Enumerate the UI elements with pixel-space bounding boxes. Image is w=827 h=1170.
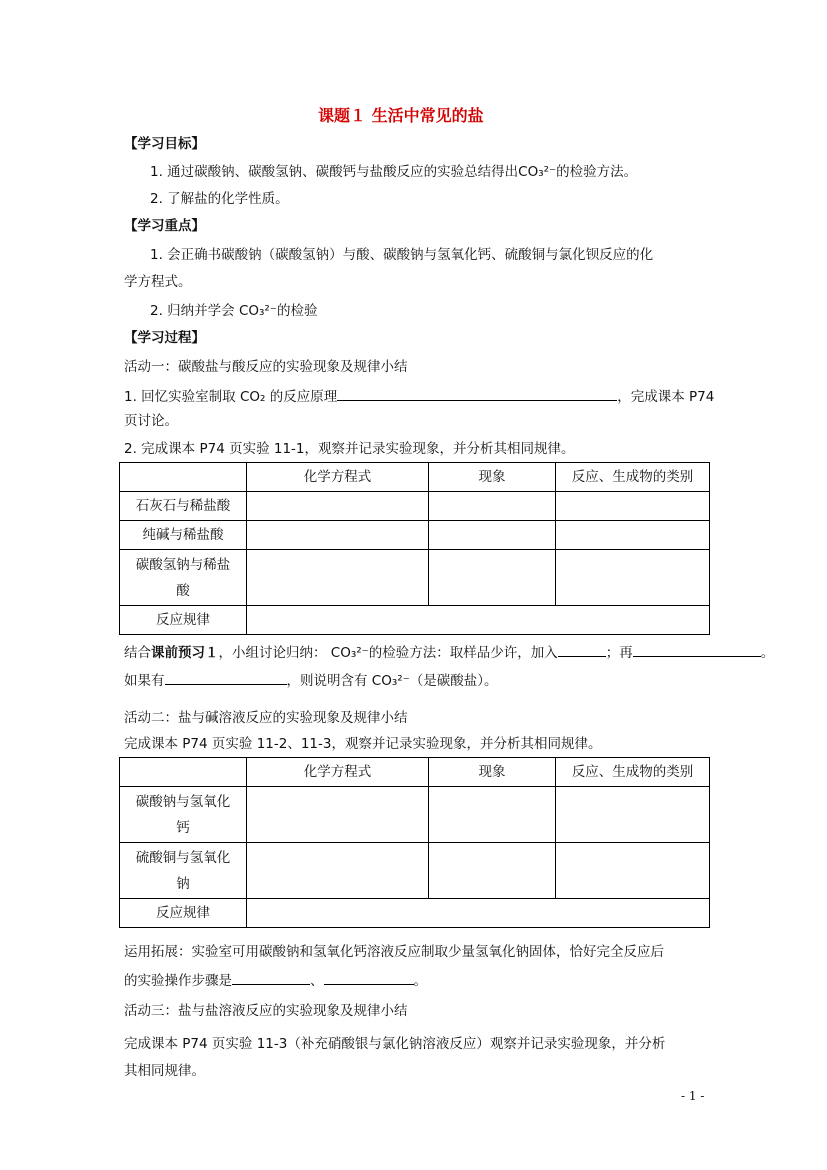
goals-heading: 【学习目标】	[124, 136, 205, 152]
activity1-heading	[124, 357, 408, 377]
table2-rule-label: 反应规律	[120, 899, 247, 928]
table2-cell[interactable]	[247, 787, 429, 843]
table1-cell[interactable]	[556, 550, 710, 606]
activity1-q1-line2: 页讨论。	[124, 413, 178, 429]
table2-row2-line1: 硫酸铜与氢氧化	[135, 849, 231, 866]
table2-rule-cell[interactable]	[247, 899, 710, 928]
key-1a: 1. 会正确书碳酸钠（碳酸氢钠）与酸、碳酸钠与氢氧化钙、硫酸铜与氯化钡反应的化	[150, 247, 654, 263]
page-title: 课题１ 生活中常见的盐	[318, 106, 484, 125]
q1-blank[interactable]	[337, 385, 617, 401]
activity1-table	[119, 462, 710, 635]
ext2-blank-2[interactable]	[324, 969, 414, 985]
table1-cell[interactable]	[247, 521, 429, 550]
table1-cell[interactable]	[556, 492, 710, 521]
table2-row1-line2: 钙	[176, 819, 190, 836]
activity3-line1: 完成课本 P74 页实验 11-3（补充硝酸银与氯化钠溶液反应）观察并记录实验现象，并分析	[124, 1036, 666, 1052]
table1-header-category: 反应、生成物的类别	[556, 463, 710, 492]
table1-cell[interactable]	[247, 492, 429, 521]
summary-bold: 课前预习１	[151, 645, 219, 661]
summary-end: 。	[760, 645, 775, 661]
summary-blank-1[interactable]	[558, 641, 606, 657]
table2-row-label	[120, 787, 247, 843]
activity1-q2: 2. 完成课本 P74 页实验 11-1，观察并记录实验现象，并分析其相同规律。	[124, 441, 575, 457]
activity3-heading: 活动三：盐与盐溶液反应的实验现象及规律小结	[124, 1003, 408, 1019]
table1-cell[interactable]	[556, 521, 710, 550]
activity2-table	[119, 757, 710, 928]
page-number: - 1 -	[681, 1089, 705, 1103]
table1-cell[interactable]	[247, 550, 429, 606]
table2-row1-line1: 碳酸钠与氢氧化	[135, 793, 231, 810]
table2-header-phenomenon: 现象	[429, 758, 556, 787]
table1-row-label	[120, 550, 247, 606]
table2-cell[interactable]	[429, 843, 556, 899]
process-heading: 【学习过程】	[124, 330, 205, 346]
table2-header-blank	[120, 758, 247, 787]
table1-header-blank	[120, 463, 247, 492]
ext2-end: 。	[413, 973, 427, 989]
activity2-intro: 完成课本 P74 页实验 11-2、11-3，观察并记录实验现象，并分析其相同规律。	[124, 736, 602, 752]
table1-header-phenomenon: 现象	[429, 463, 556, 492]
table2-row2-line2: 钠	[176, 875, 190, 892]
activity1-summary2	[124, 669, 498, 691]
activity2-ext-2	[124, 969, 427, 991]
table2-header-category: 反应、生成物的类别	[556, 758, 710, 787]
activity2-heading: 活动二：盐与碱溶液反应的实验现象及规律小结	[124, 710, 408, 726]
table1-rule-label: 反应规律	[120, 606, 247, 635]
summary-then: ；再	[605, 645, 633, 661]
table1-cell[interactable]	[429, 492, 556, 521]
table1-cell[interactable]	[429, 521, 556, 550]
ext2-prefix: 的实验操作步骤是	[124, 973, 232, 989]
key-2: 2. 归纳并学会 CO₃²⁻的检验	[150, 303, 318, 319]
summary-prefix: 结合	[124, 645, 151, 661]
table2-header-equation: 化学方程式	[247, 758, 429, 787]
summary-mid: ，小组讨论归纳： CO₃²⁻的检验方法：取样品少许，加入	[218, 645, 558, 661]
ext2-sep: 、	[310, 973, 324, 989]
goal-2: 2. 了解盐的化学性质。	[150, 191, 289, 207]
ext2-blank-1[interactable]	[232, 969, 310, 985]
table1-row-label: 石灰石与稀盐酸	[120, 492, 247, 521]
summary2-blank[interactable]	[165, 669, 287, 685]
activity1-summary	[124, 641, 774, 663]
key-1b: 学方程式。	[124, 274, 192, 290]
table1-row-label-line1: 碳酸氢钠与稀盐	[135, 556, 231, 573]
table2-cell[interactable]	[556, 843, 710, 899]
key-heading: 【学习重点】	[124, 218, 205, 234]
goal-1: 1. 通过碳酸钠、碳酸氢钠、碳酸钙与盐酸反应的实验总结得出CO₃²⁻的检验方法。	[150, 164, 638, 180]
q1-suffix: ，完成课本 P74	[617, 389, 715, 405]
table1-cell[interactable]	[429, 550, 556, 606]
table1-rule-cell[interactable]	[247, 606, 710, 635]
table2-cell[interactable]	[429, 787, 556, 843]
summary2-prefix: 如果有	[124, 673, 165, 689]
activity1-heading-text: 活动一：碳酸盐与酸反应的实验现象及规律小结	[124, 359, 408, 375]
summary2-suffix: ，则说明含有 CO₃²⁻（是碳酸盐）。	[286, 673, 498, 689]
summary-blank-2[interactable]	[633, 641, 761, 657]
table1-row-label: 纯碱与稀盐酸	[120, 521, 247, 550]
activity2-ext-1: 运用拓展：实验室可用碳酸钠和氢氧化钙溶液反应制取少量氢氧化钠固体，恰好完全反应后	[124, 944, 664, 960]
table2-cell[interactable]	[247, 843, 429, 899]
table1-row-label-line2: 酸	[176, 582, 190, 599]
activity3-line2: 其相同规律。	[124, 1063, 205, 1079]
q1-prefix: 1. 回忆实验室制取 CO₂ 的反应原理	[124, 389, 338, 405]
table2-row-label	[120, 843, 247, 899]
activity1-q1	[124, 385, 714, 407]
table1-header-equation: 化学方程式	[247, 463, 429, 492]
table2-cell[interactable]	[556, 787, 710, 843]
